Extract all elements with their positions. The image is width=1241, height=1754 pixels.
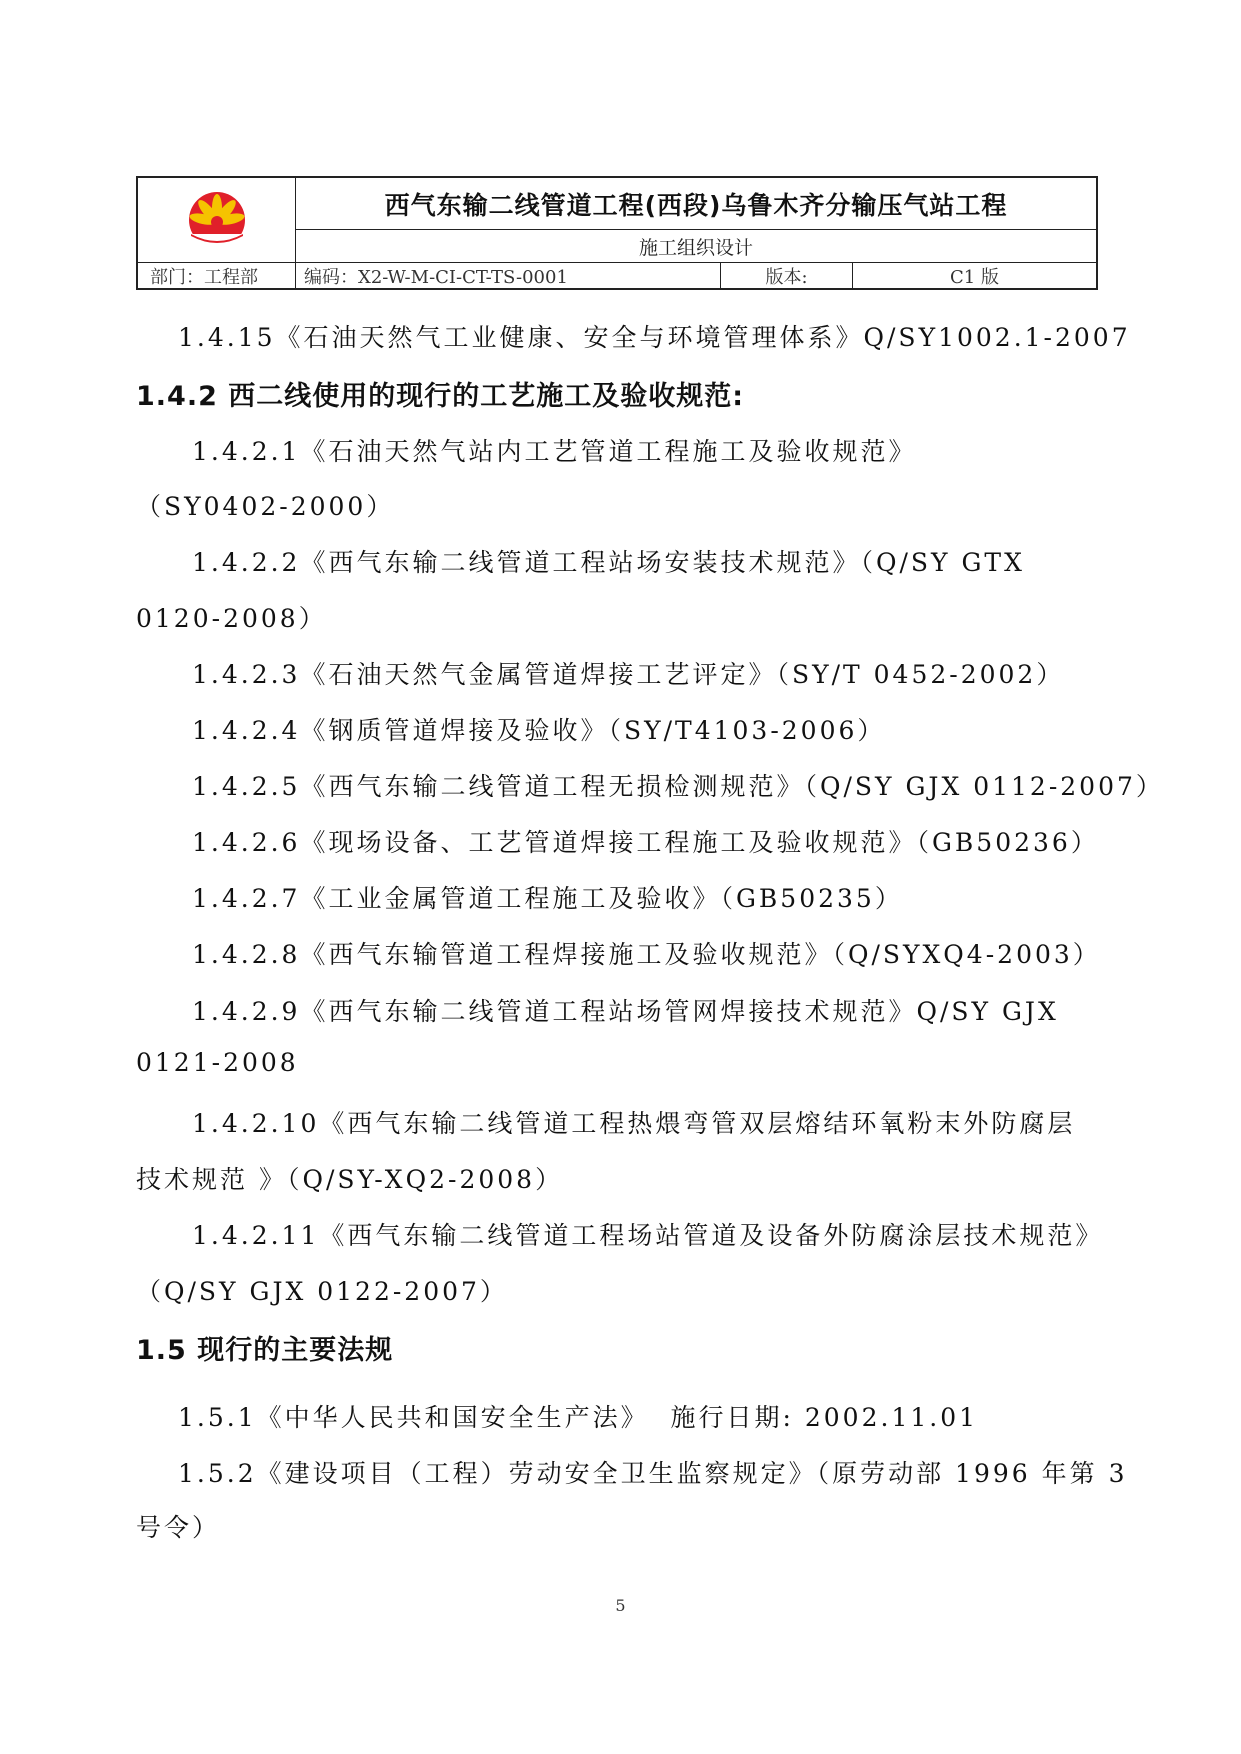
clause-1-4-2-10: 1.4.2.10《西气东输二线管道工程热煨弯管双层熔结环氧粉末外防腐层 xyxy=(192,1109,1076,1138)
logo-cell xyxy=(138,178,296,262)
section-heading-1-4-2: 1.4.2 西二线使用的现行的工艺施工及验收规范: xyxy=(136,381,745,412)
page-number: 5 xyxy=(615,1596,626,1615)
version-value-cell: C1 版 xyxy=(950,266,999,288)
clause-1-4-2-9-cont: 0121-2008 xyxy=(136,1048,299,1077)
clause-1-4-2-9: 1.4.2.9《西气东输二线管道工程站场管网焊接技术规范》Q/SY GJX xyxy=(192,997,1059,1026)
clause-1-4-2-11-cont: （Q/SY GJX 0122-2007） xyxy=(136,1277,508,1306)
document-header-table xyxy=(136,176,1098,290)
clause-1-4-2-6: 1.4.2.6《现场设备、工艺管道焊接工程施工及验收规范》（GB50236） xyxy=(192,828,1099,857)
clause-1-4-2-1-cont: （SY0402-2000） xyxy=(136,492,395,521)
clause-1-5-1: 1.5.1《中华人民共和国安全生产法》 施行日期: 2002.11.01 xyxy=(178,1403,979,1432)
clause-1-5-2-cont: 号令） xyxy=(136,1513,221,1542)
clause-1-4-2-5: 1.4.2.5《西气东输二线管道工程无损检测规范》（Q/SY GJX 0112-2007） xyxy=(192,772,1164,801)
document-subtitle: 施工组织设计 xyxy=(638,236,753,259)
section-heading-1-5: 1.5 现行的主要法规 xyxy=(136,1335,394,1366)
clause-1-4-2-2-cont: 0120-2008） xyxy=(136,604,327,633)
clause-1-4-2-8: 1.4.2.8《西气东输管道工程焊接施工及验收规范》（Q/SYXQ4-2003） xyxy=(192,940,1101,969)
document-code-cell: 编码：X2-W-M-CI-CT-TS-0001 xyxy=(296,263,721,288)
clause-1-4-2-4: 1.4.2.4《钢质管道焊接及验收》（SY/T4103-2006） xyxy=(192,716,886,745)
version-label-cell: 版本: xyxy=(721,263,853,288)
clause-1-4-2-1: 1.4.2.1《石油天然气站内工艺管道工程施工及验收规范》 xyxy=(192,437,917,466)
clause-1-4-15: 1.4.15《石油天然气工业健康、安全与环境管理体系》Q/SY1002.1-2007 xyxy=(178,323,1131,352)
document-title: 西气东输二线管道工程(西段)乌鲁木齐分输压气站工程 xyxy=(296,178,1096,230)
clause-1-5-2: 1.5.2《建设项目（工程）劳动安全卫生监察规定》（原劳动部 1996 年第 3 xyxy=(178,1459,1128,1488)
petrochina-logo-icon xyxy=(185,190,249,250)
header-info-row xyxy=(138,262,1096,288)
clause-1-4-2-11: 1.4.2.11《西气东输二线管道工程场站管道及设备外防腐涂层技术规范》 xyxy=(192,1221,1104,1250)
clause-1-4-2-10-cont: 技术规范 》（Q/SY-XQ2-2008） xyxy=(136,1165,564,1194)
clause-1-4-2-7: 1.4.2.7《工业金属管道工程施工及验收》（GB50235） xyxy=(192,884,903,913)
clause-1-4-2-2: 1.4.2.2《西气东输二线管道工程站场安装技术规范》（Q/SY GTX xyxy=(192,548,1025,577)
department-cell: 部门：工程部 xyxy=(138,263,296,288)
clause-1-4-2-3: 1.4.2.3《石油天然气金属管道焊接工艺评定》（SY/T 0452-2002） xyxy=(192,660,1065,689)
